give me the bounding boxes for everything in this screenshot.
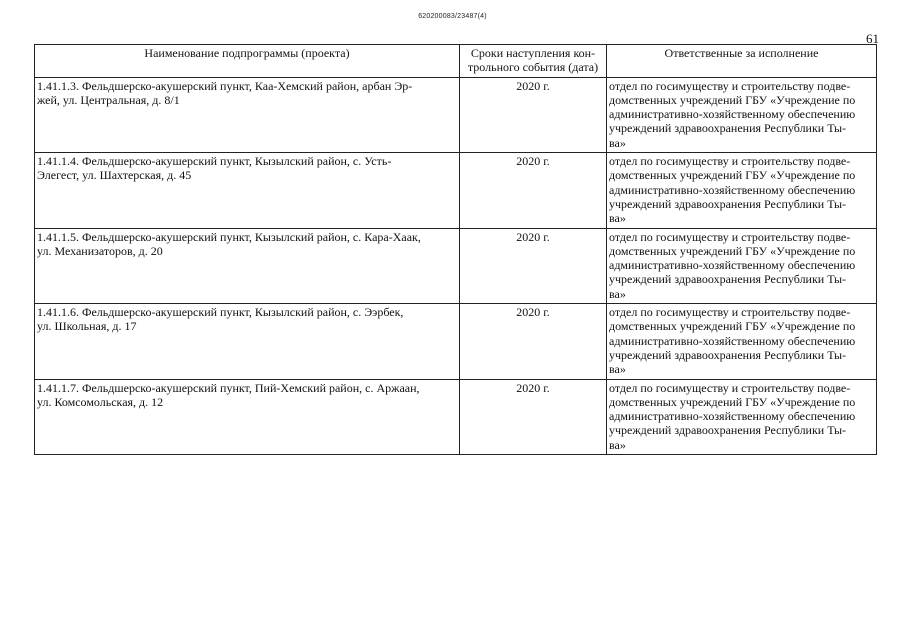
responsible-line: отдел по госимуществу и строительству подве- [609,380,851,395]
responsible-line: домственных учреждений ГБУ «Учреждение по [609,243,856,258]
header-row [35,45,877,78]
responsible-line: административно-хозяйственному обеспечению [609,409,856,424]
cell-subprogram-name [35,379,460,454]
name-line: 1.41.1.7. Фельдшерско-акушерский пункт, Пий-Хемский район, с. Аржаан, [37,380,420,395]
responsible-line: административно-хозяйственному обеспечению [609,107,856,122]
name-line: 1.41.1.5. Фельдшерско-акушерский пункт, Кызылский район, с. Кара-Хаак, [37,229,421,244]
table-row [35,228,877,303]
responsible-line: ва» [609,135,626,150]
cell-control-date: 2020 г. [460,153,607,228]
responsible-line: домственных учреждений ГБУ «Учреждение по [609,92,856,107]
responsible-line: административно-хозяйственному обеспечению [609,182,856,197]
responsible-line: ва» [609,286,626,301]
responsible-line: ва» [609,211,626,226]
cell-control-date: 2020 г. [460,304,607,379]
header-name: Наименование подпрограммы (проекта) [35,45,460,78]
responsible-line: учреждений здравоохранения Республики Ты- [609,347,847,362]
cell-subprogram-name [35,228,460,303]
name-line: 1.41.1.6. Фельдшерско-акушерский пункт, Кызылский район, с. Ээрбек, [37,305,404,320]
cell-responsible [607,304,877,379]
responsible-line: отдел по госимуществу и строительству подве- [609,229,851,244]
responsible-line: учреждений здравоохранения Республики Ты- [609,423,847,438]
responsible-line: учреждений здравоохранения Республики Ты- [609,272,847,287]
name-line: ул. Комсомольская, д. 12 [37,394,164,409]
responsible-line: отдел по госимуществу и строительству подве- [609,78,851,93]
header-date-line: трольного события (дата) [467,60,599,75]
header-responsible: Ответственные за исполнение [607,45,877,78]
responsible-line: домственных учреждений ГБУ «Учреждение по [609,168,856,183]
responsible-line: домственных учреждений ГБУ «Учреждение по [609,394,856,409]
cell-responsible [607,379,877,454]
table-row [35,304,877,379]
cell-subprogram-name [35,153,460,228]
table-body [35,77,877,454]
cell-responsible [607,77,877,152]
responsible-line: административно-хозяйственному обеспечению [609,258,856,273]
name-line: 1.41.1.4. Фельдшерско-акушерский пункт, Кызылский район, с. Усть- [37,154,392,169]
table-header [35,45,877,78]
name-line: 1.41.1.3. Фельдшерско-акушерский пункт, Каа-Хемский район, арбан Эр- [37,78,413,93]
document-stamp: 620200083/23487(4) [418,13,487,20]
responsible-line: домственных учреждений ГБУ «Учреждение по [609,319,856,334]
table-row [35,153,877,228]
name-line: Элегест, ул. Шахтерская, д. 45 [37,168,192,183]
cell-responsible [607,153,877,228]
table-row [35,379,877,454]
responsible-line: отдел по госимуществу и строительству подве- [609,305,851,320]
responsible-line: учреждений здравоохранения Республики Ты- [609,121,847,136]
cell-responsible [607,228,877,303]
table-row [35,77,877,152]
page-number: 61 [866,31,879,46]
responsible-line: ва» [609,362,626,377]
cell-subprogram-name [35,77,460,152]
cell-control-date: 2020 г. [460,228,607,303]
responsible-line: отдел по госимуществу и строительству подве- [609,154,851,169]
cell-subprogram-name [35,304,460,379]
name-line: ул. Механизаторов, д. 20 [37,243,163,258]
header-date-line: Сроки наступления кон- [470,46,596,60]
name-line: ул. Школьная, д. 17 [37,319,137,334]
responsible-line: административно-хозяйственному обеспечению [609,333,856,348]
subprogram-table [34,44,877,455]
responsible-line: учреждений здравоохранения Республики Ты- [609,196,847,211]
name-line: жей, ул. Центральная, д. 8/1 [37,92,180,107]
responsible-line: ва» [609,437,626,452]
header-date [460,45,607,78]
cell-control-date: 2020 г. [460,77,607,152]
cell-control-date: 2020 г. [460,379,607,454]
